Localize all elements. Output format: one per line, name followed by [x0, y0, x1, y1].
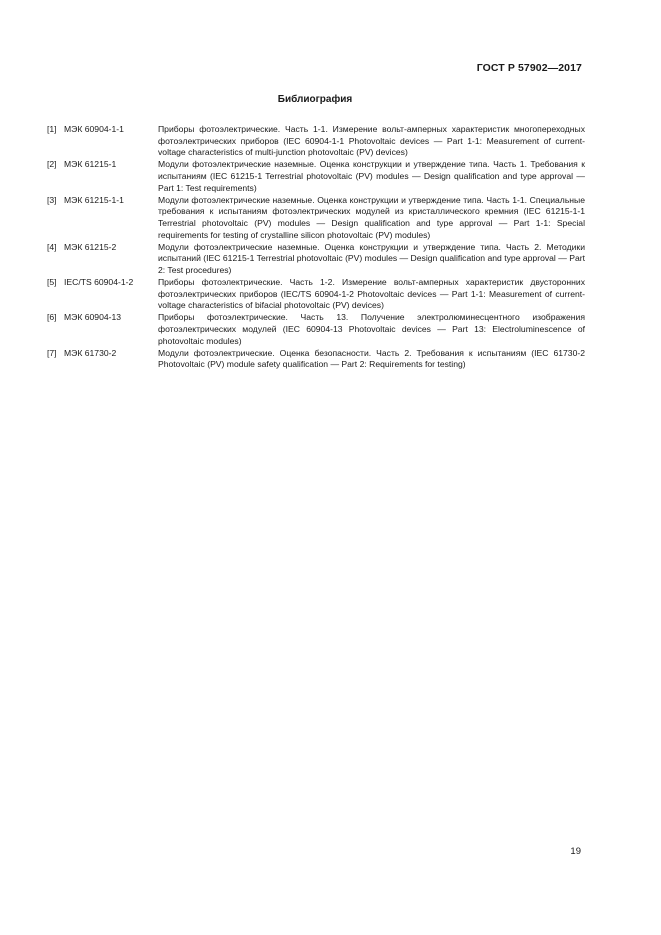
- bibliography-entry: [47, 242, 585, 277]
- entry-description: Приборы фотоэлектрические. Часть 1-1. Измерение вольт-амперных характеристик многопереходных фотоэлектрических приборов (IEC 60904-1-1 Photovoltaic devices — Part 1-1: Measurement of current-voltage characteristics of multi-junction photovoltaic (PV) devices): [158, 124, 585, 158]
- entry-standard-code: МЭК 61730-2: [64, 347, 117, 358]
- document-code: ГОСТ Р 57902—2017: [476, 62, 582, 74]
- entry-standard-code: МЭК 61215-1: [64, 159, 117, 170]
- page-number: 19: [570, 846, 581, 857]
- entry-description: Модули фотоэлектрические наземные. Оценка конструкции и утверждение типа. Часть 2. Методики испытаний (IEC 61215-1 Terrestrial photovoltaic (PV) modules — Design qualification and type approval — Part 2: Test procedures): [158, 241, 585, 275]
- bibliography-entry: [47, 159, 585, 194]
- entry-number: [4]: [47, 241, 57, 252]
- entry-number: [3]: [47, 194, 57, 205]
- bibliography-entry: [47, 195, 585, 241]
- entry-number: [7]: [47, 347, 57, 358]
- entry-description: Модули фотоэлектрические наземные. Оценка конструкции и утверждение типа. Часть 1-1. Специальные требования к испытаниям фотоэлектрических модулей из кристаллического кремния (IEC 61215-1-1 Terrestrial photovoltaic (PV) modules — Design qualification and type approval — Part 1-1: Special requirements for testing of crystalline silicon photovoltaic (PV) modules): [158, 194, 585, 240]
- bibliography-entry: [47, 124, 585, 159]
- entry-number: [1]: [47, 124, 57, 134]
- bibliography-entry: [47, 312, 585, 347]
- bibliography-entry: [47, 277, 585, 312]
- entry-standard-code: МЭК 60904-1-1: [64, 124, 124, 134]
- entry-number: [5]: [47, 277, 57, 288]
- entry-standard-code: МЭК 61215-2: [64, 241, 117, 252]
- entry-description: Приборы фотоэлектрические. Часть 13. Получение электролюминесцентного изображения фотоэлектрических модулей (IEC 60904-13 Photovoltaic devices — Part 13: Electroluminescence of photovoltaic modules): [158, 312, 585, 346]
- entry-standard-code: IEC/TS 60904-1-2: [64, 277, 134, 288]
- entry-standard-code: МЭК 61215-1-1: [64, 194, 124, 205]
- entry-standard-code: МЭК 60904-13: [64, 312, 122, 323]
- entry-description: Приборы фотоэлектрические. Часть 1-2. Измерение вольт-амперных характеристик двусторонних фотоэлектрических приборов (IEC/TS 60904-1-2 Photovoltaic devices — Part 1-1: Measurement of current-voltage characteristics of bifacial photovoltaic (PV) devices): [158, 277, 585, 311]
- page-title: Библиография: [277, 94, 353, 105]
- entry-description: Модули фотоэлектрические. Оценка безопасности. Часть 2. Требования к испытаниям (IEC 61730-2 Photovoltaic (PV) module safety qualification — Part 2: Requirements for testing): [158, 347, 585, 370]
- bibliography-entry: [47, 348, 585, 371]
- bibliography-list: [47, 124, 585, 372]
- entry-number: [6]: [47, 312, 57, 323]
- entry-description: Модули фотоэлектрические наземные. Оценка конструкции и утверждение типа. Часть 1. Требования к испытаниям (IEC 61215-1 Terrestrial photovoltaic (PV) modules — Design qualification and type approval — Part 1: Test requirements): [158, 159, 585, 193]
- entry-number: [2]: [47, 159, 57, 170]
